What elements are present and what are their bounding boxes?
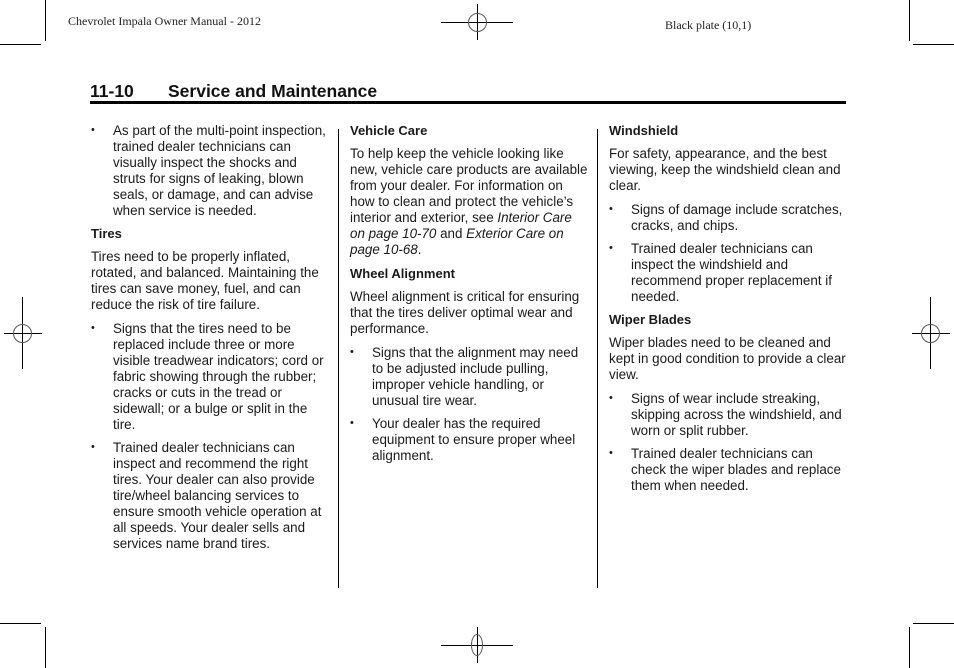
bullet-item: • Trained dealer technicians can check the wiper blades and replace them when needed. <box>609 446 841 493</box>
page-number: 11-10 <box>90 81 134 101</box>
bullet-icon: • <box>91 441 95 453</box>
crop-mark <box>913 44 954 45</box>
column-divider <box>338 129 339 588</box>
manual-title: Chevrolet Impala Owner Manual - 2012 <box>68 14 261 28</box>
section-heading-tires: Tires <box>91 226 122 241</box>
bullet-item: • Your dealer has the required equipment to ensure proper wheel alignment. <box>350 416 576 463</box>
crop-mark <box>0 623 41 624</box>
bullet-item: • As part of the multi-point inspection, trained dealer technicians can visually inspect the shocks and struts for signs of leaking, blown seals, or damage, and can advise when service is needed. <box>91 123 326 218</box>
column-2 <box>350 123 590 471</box>
section-heading-vehicle-care: Vehicle Care <box>350 123 428 138</box>
section-heading-windshield: Windshield <box>609 123 679 138</box>
bullet-icon: • <box>609 392 613 404</box>
registration-mark-icon <box>912 297 950 369</box>
paragraph: Wiper blades need to be cleaned and kept in good condition to provide a clear view. <box>609 335 846 382</box>
paragraph: Tires need to be properly inflated, rotated, and balanced. Maintaining the tires can save money, fuel, and can reduce the risk of tire failure. <box>91 249 319 312</box>
registration-mark-icon <box>4 297 42 369</box>
paragraph: To help keep the vehicle looking like new, vehicle care products are available from your dealer. For information on how to clean and protect the vehicle’s interior and exterior, see Interior Care on page 10-70 and Exterior Care on page 10-68. <box>350 146 588 257</box>
bullet-icon: • <box>91 124 95 136</box>
page-header <box>90 81 846 103</box>
column-1 <box>91 123 331 559</box>
registration-mark-icon <box>441 4 513 40</box>
bullet-icon: • <box>350 417 354 429</box>
bullet-item: • Trained dealer technicians can inspect the windshield and recommend proper replacement if needed. <box>609 241 832 304</box>
bullet-item: • Signs of wear include streaking, skipping across the windshield, and worn or split rubber. <box>609 391 842 438</box>
bullet-item: • Signs that the alignment may need to be adjusted include pulling, improper vehicle handling, or unusual tire wear. <box>350 345 579 408</box>
cross-reference-link[interactable]: Interior Care on page 10-70 <box>350 210 572 241</box>
crop-mark <box>909 0 910 41</box>
column-divider <box>597 129 598 588</box>
bullet-icon: • <box>350 346 354 358</box>
paragraph: For safety, appearance, and the best viewing, keep the windshield clean and clear. <box>609 146 841 193</box>
plate-label: Black plate (10,1) <box>665 18 752 32</box>
bullet-icon: • <box>609 203 613 215</box>
page-title: Service and Maintenance <box>168 81 378 101</box>
registration-mark-icon <box>441 627 513 663</box>
crop-mark <box>913 623 954 624</box>
bullet-icon: • <box>609 447 613 459</box>
paragraph: Wheel alignment is critical for ensuring that the tires deliver optimal wear and performance. <box>350 289 580 336</box>
crop-mark <box>909 627 910 668</box>
bullet-item: • Signs of damage include scratches, cracks, and chips. <box>609 202 843 233</box>
header-rule <box>90 101 846 104</box>
bullet-icon: • <box>609 242 613 254</box>
column-3 <box>609 123 849 501</box>
cross-reference-link[interactable]: Exterior Care on page 10-68 <box>350 226 564 257</box>
section-heading-wheel-alignment: Wheel Alignment <box>350 266 455 281</box>
bullet-item: • Trained dealer technicians can inspect and recommend the right tires. Your dealer can also provide tire/wheel balancing services to ensure smooth vehicle operation at all speeds. Your dealer sells and services name brand tires. <box>91 440 322 551</box>
bullet-item: • Signs that the tires need to be replaced include three or more visible treadwear indicators; cord or fabric showing through the rubber; cracks or cuts in the tread or sidewall; or a bulge or split in the tire. <box>91 321 324 432</box>
crop-mark <box>0 44 41 45</box>
crop-mark <box>45 627 46 668</box>
bullet-icon: • <box>91 322 95 334</box>
section-heading-wiper-blades: Wiper Blades <box>609 312 692 327</box>
crop-mark <box>45 0 46 41</box>
